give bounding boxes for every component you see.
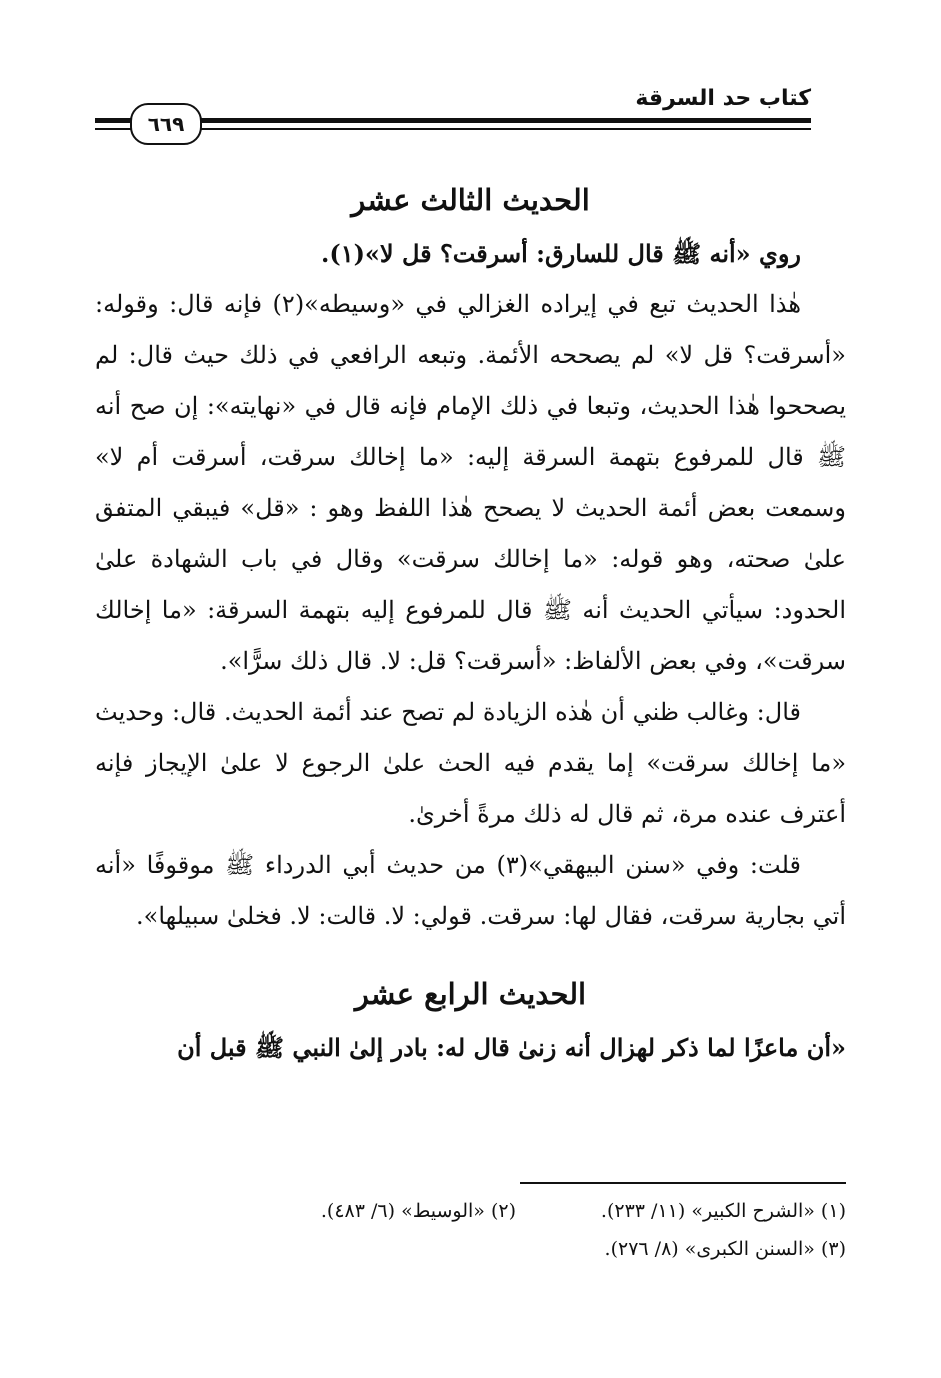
hadith-text: «أن ماعزًا لما ذكر لهزال أنه زنىٰ قال له: بادر إلىٰ النبي ﷺ قبل أن	[177, 1033, 846, 1062]
footnote-separator	[520, 1182, 846, 1184]
header-rule-thick	[95, 118, 811, 123]
commentary-paragraph: قلت: وفي «سنن البيهقي»(٣) من حديث أبي الدرداء ﷺ موقوفًا «أنه أتي بجارية سرقت، فقال لها: سرقت. قولي: لا. قالت: لا. فخلىٰ سبيلها».	[95, 851, 846, 930]
page-number: ٦٦٩	[130, 103, 202, 145]
footnote-1: (١) «الشرح الكبير» (١١/ ٢٣٣).	[600, 1200, 846, 1222]
commentary-paragraph: هٰذا الحديث تبع في إيراده الغزالي في «وسيطه»(٢) فإنه قال: وقوله: «أسرقت؟ قل لا» لم يصححه الأئمة. وتبعه الرافعي في ذلك حيث قال: لم يصححوا هٰذا الحديث، وتبعا في ذلك الإمام فإنه قال في «نهايته»: إن صح أنه ﷺ قال للمرفوع بتهمة السرقة إليه: «ما إخالك سرقت، أسرقت أم لا» وسمعت بعض أئمة الحديث لا يصحح هٰذا اللفظ وهو : «قل» فيبقي المتفق علىٰ صحته، وهو قوله: «ما إخالك سرقت» وقال في باب الشهادة علىٰ الحدود: سيأتي الحديث أنه ﷺ قال للمرفوع إليه بتهمة السرقة: «ما إخالك سرقت»، وفي بعض الألفاظ: «أسرقت؟ قل: لا. قال ذلك سرًّا».	[95, 290, 846, 675]
header-rule-thin	[95, 128, 811, 130]
footnote-2: (٢) «الوسيط» (٦/ ٤٨٣).	[320, 1200, 516, 1222]
commentary-paragraph: قال: وغالب ظني أن هٰذه الزيادة لم تصح عند أئمة الحديث. قال: وحديث «ما إخالك سرقت» إما يقدم فيه الحث علىٰ الرجوع لا علىٰ الإيجاز فإنه أعترف عنده مرة، ثم قال له ذلك مرةً أخرىٰ.	[95, 698, 846, 828]
section-heading: الحديث الرابع عشر	[354, 977, 587, 1011]
main-text	[95, 172, 846, 1073]
footnote-3: (٣) «السنن الكبرى» (٨/ ٢٧٦).	[604, 1238, 846, 1260]
running-header-title: كتاب حد السرقة	[635, 86, 811, 111]
hadith-text: روي «أنه ﷺ قال للسارق: أسرقت؟ قل لا»(١).	[320, 239, 801, 268]
section-heading: الحديث الثالث عشر	[351, 183, 590, 217]
footnotes	[95, 1192, 846, 1268]
